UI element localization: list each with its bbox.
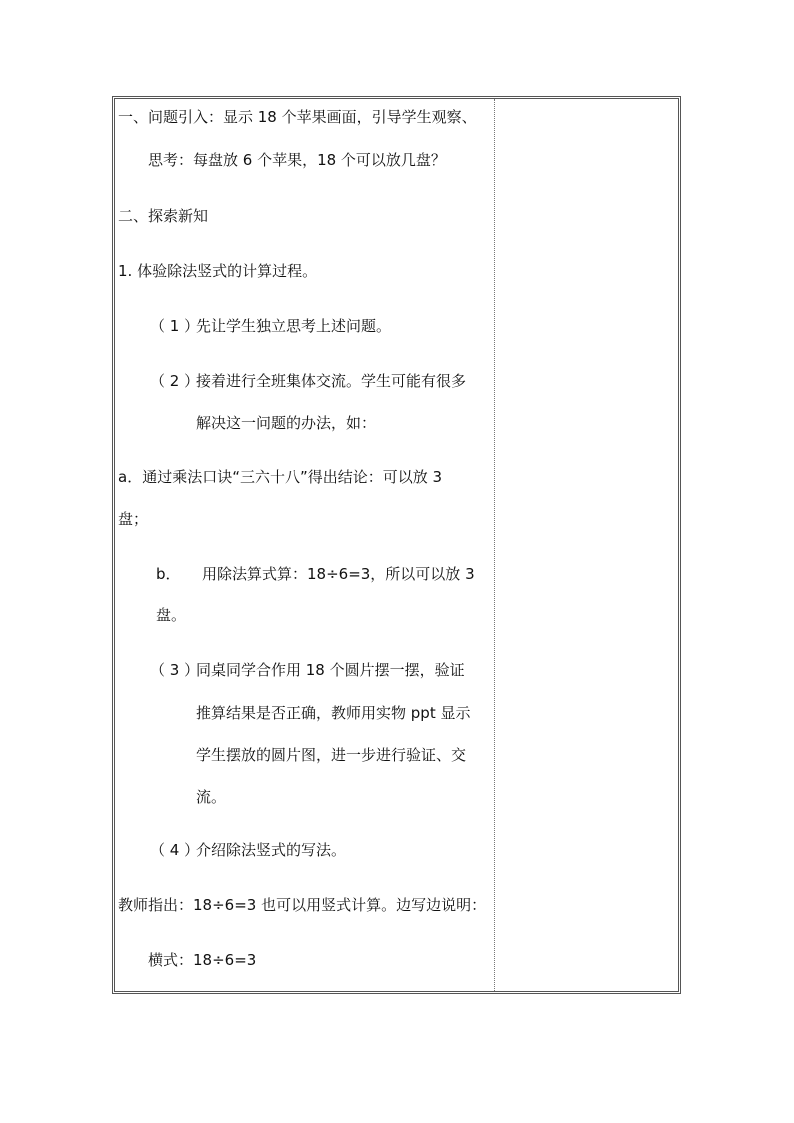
text-line: 1. 体验除法竖式的计算过程。 [118, 262, 318, 280]
text-line: 流。 [196, 788, 227, 806]
item-letter: b． [156, 565, 181, 583]
text-line: 先让学生独立思考上述问题。 [196, 317, 392, 335]
text-line: 横式：18÷6=3 [148, 951, 257, 969]
item-number: （ 4 ） [150, 841, 200, 859]
text-line: 推算结果是否正确，教师用实物 ppt 显示 [196, 704, 471, 722]
text-line: 解决这一问题的办法，如： [196, 414, 377, 432]
text-line: 学生摆放的圆片图，进一步进行验证、交 [196, 746, 467, 764]
item-number: （ 1 ） [150, 317, 200, 335]
section-heading: 二、探索新知 [118, 207, 209, 225]
text-line: 接着进行全班集体交流。学生可能有很多 [196, 372, 467, 390]
text-line: a．通过乘法口诀“三六十八”得出结论：可以放 3 [118, 468, 443, 486]
item-number: （ 2 ） [150, 372, 200, 390]
text-line: 一、问题引入：显示 18 个苹果画面，引导学生观察、 [118, 108, 477, 126]
text-line: 用除法算式算：18÷6=3，所以可以放 3 [202, 565, 475, 583]
text-line: 同桌同学合作用 18 个圆片摆一摆，验证 [196, 661, 465, 679]
text-line: 盘。 [156, 606, 187, 624]
text-line: 盘； [118, 510, 149, 528]
column-divider [494, 99, 495, 991]
item-number: （ 3 ） [150, 661, 200, 679]
text-line: 介绍除法竖式的写法。 [196, 841, 347, 859]
text-line: 思考：每盘放 6 个苹果，18 个可以放几盘？ [148, 151, 446, 169]
text-line: 教师指出：18÷6=3 也可以用竖式计算。边写边说明： [118, 896, 487, 914]
